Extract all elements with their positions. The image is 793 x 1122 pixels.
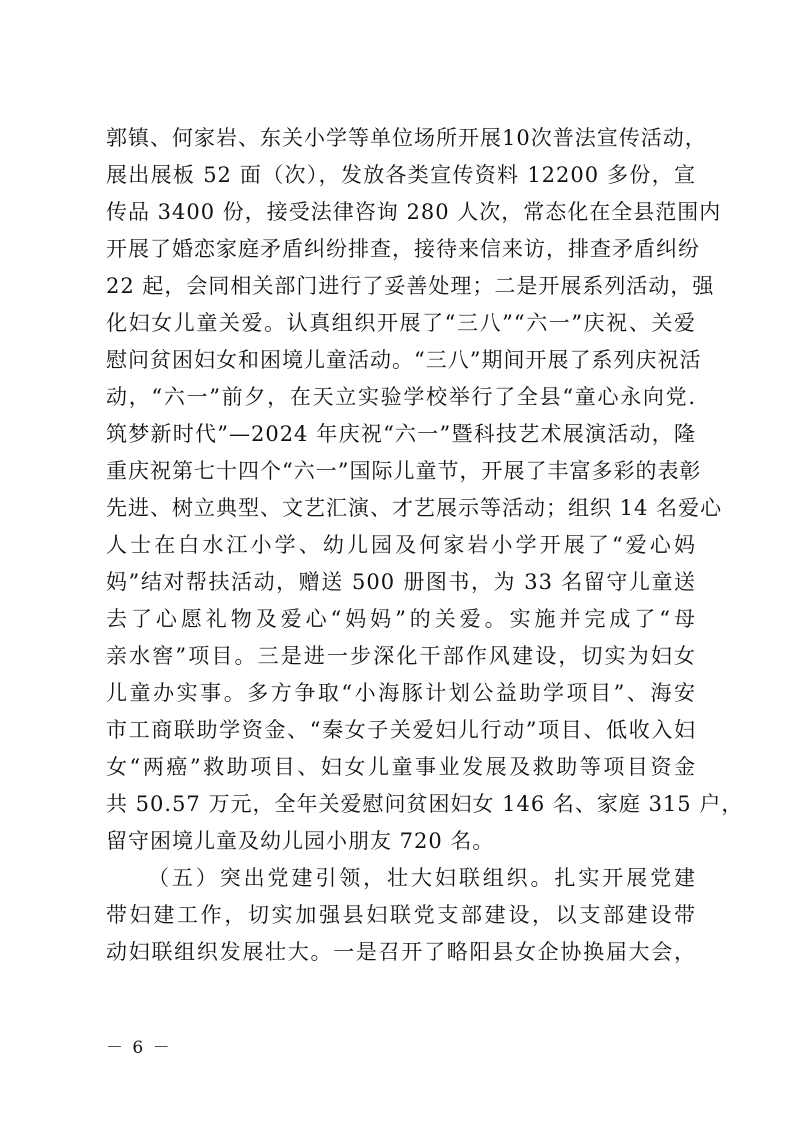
text-line: 郭镇、何家岩、东关小学等单位场所开展10次普法宣传活动， [106, 126, 707, 150]
paragraph-1 [106, 120, 744, 860]
document-body [106, 120, 744, 971]
text-line: 带妇建工作，切实加强县妇联党支部建设，以支部建设带 [106, 903, 696, 927]
text-line: 化妇女儿童关爱。认真组织开展了“三八”“六一”庆祝、关爱 [106, 311, 696, 335]
text-line: 慰问贫困妇女和困境儿童活动。“三八”期间开展了系列庆祝活 [106, 348, 702, 372]
text-line: 儿童办实事。多方争取“小海豚计划公益助学项目”、海安 [106, 681, 696, 705]
text-line: 先进、树立典型、文艺汇演、才艺展示等活动；组织 14 名爱心 [106, 496, 723, 520]
section-heading-line: （五）突出党建引领，壮大妇联组织。扎实开展党建 [148, 866, 696, 890]
text-line: 重庆祝第七十四个“六一”国际儿童节，开展了丰富多彩的表彰 [106, 459, 702, 483]
text-line: 开展了婚恋家庭矛盾纠纷排查，接待来信来访，排查矛盾纠纷 [106, 237, 700, 261]
text-line: 22 起，会同相关部门进行了妥善处理；二是开展系列活动，强 [106, 274, 715, 298]
text-line: 传品 3400 份，接受法律咨询 280 人次，常态化在全县范围内 [106, 200, 722, 224]
text-line: 人士在白水江小学、幼儿园及何家岩小学开展了“爱心妈 [106, 533, 696, 557]
text-line: 共 50.57 万元，全年关爱慰问贫困妇女 146 名、家庭 315 户， [106, 792, 744, 816]
text-line: 市工商联助学资金、“秦女子关爱妇儿行动”项目、低收入妇 [106, 718, 696, 742]
text-line: 留守困境儿童及幼儿园小朋友 720 名。 [106, 829, 495, 853]
text-line: 展出展板 52 面（次），发放各类宣传资料 12200 多份，宣 [106, 163, 696, 187]
text-line: 筑梦新时代”—2024 年庆祝“六一”暨科技艺术展演活动，隆 [106, 422, 696, 446]
paragraph-2 [106, 860, 696, 971]
text-line: 女“两癌”救助项目、妇女儿童事业发展及救助等项目资金 [106, 755, 696, 779]
text-line: 亲水窖”项目。三是进一步深化干部作风建设，切实为妇女 [106, 644, 696, 668]
text-line: 去了心愿礼物及爱心“妈妈”的关爱。实施并完成了“母 [106, 607, 696, 631]
text-line: 动，“六一”前夕，在天立实验学校举行了全县“童心永向党. [106, 385, 696, 409]
text-line: 动妇联组织发展壮大。一是召开了略阳县女企协换届大会， [106, 940, 696, 964]
text-line: 妈”结对帮扶活动，赠送 500 册图书，为 33 名留守儿童送 [106, 570, 696, 594]
page-number: － 6 － [106, 1038, 172, 1058]
